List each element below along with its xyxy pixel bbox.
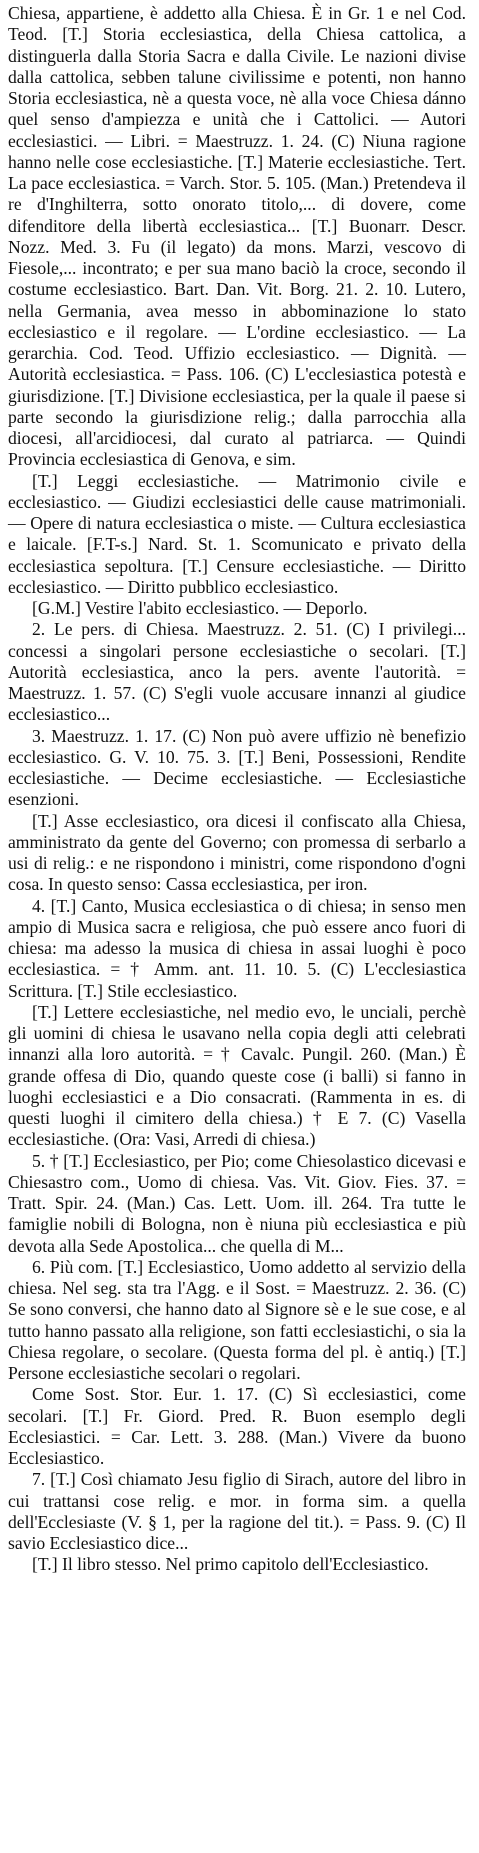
entry-paragraph-abito: [G.M.] Vestire l'abito ecclesiastico. — Deporlo. bbox=[32, 598, 368, 618]
entry-sense-4: 4. [T.] Canto, Musica ecclesiastica o di chiesa; in senso men ampio di Musica sacra e religiosa, che può essere anco fuori di chiesa: ma adesso la musica di chiesa in assai luoghi è poco ecclesiastica. = † Amm. ant. 11. 10. 5. (C) L'ecclesiastica Scrittura. [T.] Stile ecclesiastico. bbox=[8, 895, 466, 1001]
entry-paragraph-libro: [T.] Il libro stesso. Nel primo capitolo dell'Ecclesiastico. bbox=[32, 1554, 429, 1575]
entry-paragraph-lettere: [T.] Lettere ecclesiastiche, nel medio evo, le unciali, perchè gli uomini di chiesa le usavano nella copia degli atti celebrati innanzi alla loro autorità. = † Cavalc. Pungil. 260. (Man.) È grande offesa di Dio, quando queste cose (i balli) si fanno in luoghi ecclesiastici e a Dio consacrati. (Rammenta in es. di questi luoghi il cimitero della chiesa.) † E 7. (C) Vasella ecclesiastiche. (Ora: Vasi, Arredi di chiesa.) bbox=[8, 1001, 466, 1150]
entry-sense-2: 2. Le pers. di Chiesa. Maestruzz. 2. 51. (C) I privilegi... concessi a singolari persone ecclesiastiche o secolari. [T.] Autorità ecclesiastica, anco la pers. avente l'autorità. = Maestruzz. 1. 57. (C) S'egli vuole accusare innanzi al giudice ecclesiastico... bbox=[8, 619, 466, 725]
entry-sense-6: 6. Più com. [T.] Ecclesiastico, Uomo addetto al servizio della chiesa. Nel seg. sta tra l'Agg. e il Sost. = Maestruzz. 2. 36. (C) Se sono conversi, che hanno dato al Signore sè e le sue cose, e al tutto hanno passato alla religione, son fatti ecclesiastichi, o sia la Chiesa regolare, o secolare. (Questa forma del pl. è antiq.) [T.] Persone ecclesiastiche secolari o regolari. bbox=[8, 1256, 466, 1383]
entry-paragraph-continuation: Chiesa, appartiene, è addetto alla Chiesa. È in Gr. 1 e nel Cod. Teod. [T.] Storia ecclesiastica, della Chiesa cattolica, a distinguerla dalla Storia Sacra e dalla Civile. Le nazioni divise dalla cattolica, sebben talune civilissime e potenti, non hanno Storia ecclesiastica, nè a questa voce, nè alla voce Chiesa dánno quel senso d'ampiezza e unità che i Cattolici. — Autori ecclesiastici. — Libri. = Maestruzz. 1. 24. (C) Niuna ragione hanno nelle cose ecclesiastiche. [T.] Materie ecclesiastiche. Tert. La pace ecclesiastica. = Varch. Stor. 5. 105. (Man.) Pretendeva il re d'Inghilterra, sotto onorato titolo,... di dovere, come difenditore della libertà ecclesiastica... [T.] Buonarr. Descr. Nozz. Med. 3. Fu (il legato) da mons. Marzi, vescovo di Fiesole,... incontrato; e per sua mano baciò la croce, secondo il costume ecclesiastico. Bart. Dan. Vit. Borg. 21. 2. 10. Lutero, nella Germania, avea messo in abbominazione lo stato ecclesiastico e il regolare. — L'ordine ecclesiastico. — La gerarchia. Cod. Teod. Uffizio ecclesiastico. — Dignità. — Autorità ecclesiastica. = Pass. 106. (C) L'ecclesiastica potestà e giurisdizione. [T.] Divisione ecclesiastica, per la quale il paese si parte secondo la giurisdizione relig.; dalla parrocchia alla diocesi, all'arcidiocesi, dal curato al patriarca. — Quindi Provincia ecclesiastica di Genova, e sim. bbox=[8, 3, 466, 470]
entry-sense-5: 5. † [T.] Ecclesiastico, per Pio; come Chiesolastico dicevasi e Chiesastro com., Uomo di chiesa. Vas. Vit. Giov. Fies. 37. = Tratt. Spir. 24. (Man.) Cas. Lett. Uom. ill. 264. Tra tutte le famiglie nobili di Bologna, non è niuna più ecclesiastica e più devota alla Sede Apostolica... che quella di M... bbox=[8, 1150, 466, 1256]
entry-paragraph-leggi: [T.] Leggi ecclesiastiche. — Matrimonio civile e ecclesiastico. — Giudizi ecclesiastici delle cause matrimoniali. — Opere di natura ecclesiastica o miste. — Cultura ecclesiastica e laicale. [F.T-s.] Nard. St. 1. Scomunicato e privato della ecclesiastica sepoltura. [T.] Censure ecclesiastiche. — Diritto ecclesiastico. — Diritto pubblico ecclesiastico. bbox=[8, 470, 466, 597]
entry-paragraph-asse: [T.] Asse ecclesiastico, ora dicesi il confiscato alla Chiesa, amministrato da gente del Governo; con promessa di serbarlo a usi di relig.: e ne rispondono i ministri, come rispondono d'ogni cosa. In questo senso: Cassa ecclesiastica, per iron. bbox=[8, 810, 466, 895]
entry-sense-7: 7. [T.] Così chiamato Jesu figlio di Sirach, autore del libro in cui trattansi cose relig. e mor. in forma sim. a quella dell'Ecclesiaste (V. § 1, per la ragione del tit.). = Pass. 9. (C) Il savio Ecclesiastico dice... bbox=[8, 1469, 466, 1553]
entry-paragraph-sost: Come Sost. Stor. Eur. 1. 17. (C) Sì ecclesiastici, come secolari. [T.] Fr. Giord. Pred. R. Buon esemplo degli Ecclesiastici. = Car. Lett. 3. 288. (Man.) Vivere da buono Ecclesiastico. bbox=[8, 1384, 466, 1468]
entry-sense-3: 3. Maestruzz. 1. 17. (C) Non può avere uffizio nè benefizio ecclesiastico. G. V. 10. 75. 3. [T.] Beni, Possessioni, Rendite ecclesiastiche. — Decime ecclesiastiche. — Ecclesiastiche esenzioni. bbox=[8, 725, 466, 810]
